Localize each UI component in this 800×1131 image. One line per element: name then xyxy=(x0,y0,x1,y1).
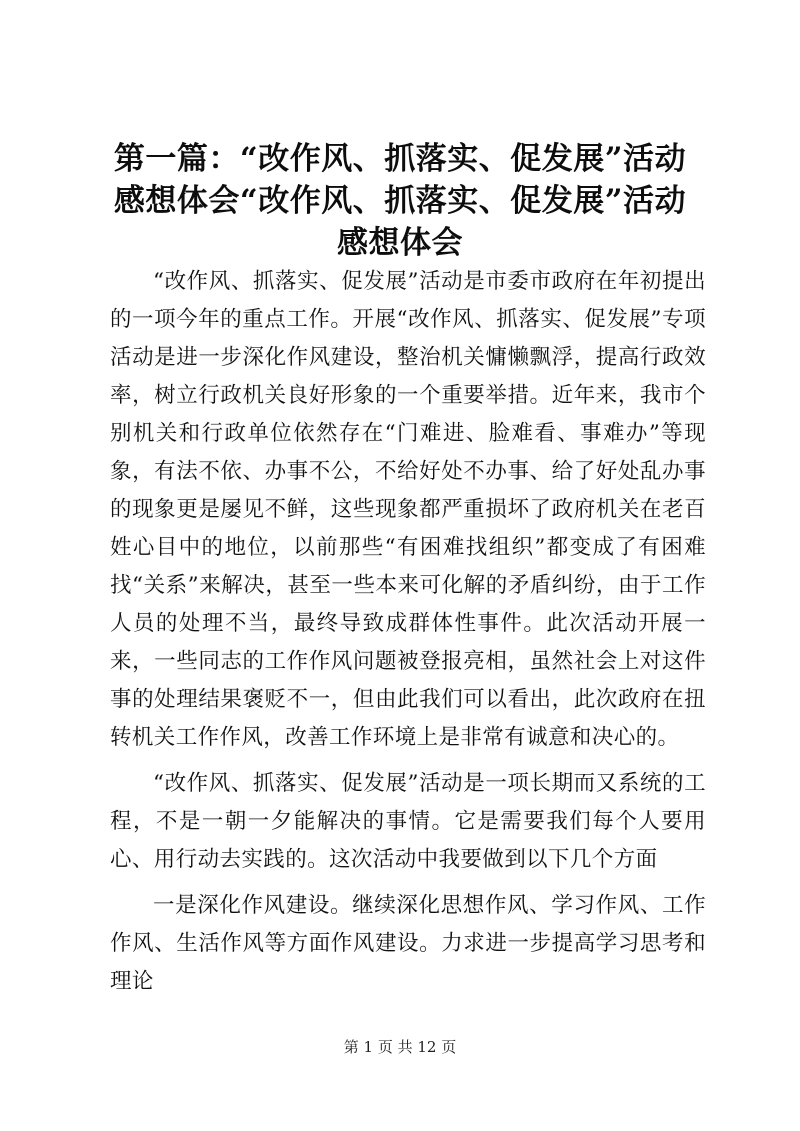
page-footer xyxy=(0,1036,800,1057)
document-body xyxy=(110,263,706,1001)
body-paragraph-2: “改作风、抓落实、促发展”活动是一项长期而又系统的工程，不是一朝一夕能解决的事情。它是需要我们每个人要用心、用行动去实践的。这次活动中我要做到以下几个方面 xyxy=(110,771,706,872)
page-number-label: 第 1 页 共 12 页 xyxy=(343,1038,457,1056)
body-paragraph-3: 一是深化作风建设。继续深化思想作风、学习作风、工作作风、生活作风等方面作风建设。力求进一步提高学习思考和理论 xyxy=(110,893,706,994)
document-title: 第一篇：“改作风、抓落实、促发展”活动感想体会“改作风、抓落实、促发展”活动感想体会 xyxy=(113,141,687,261)
body-paragraph-1: “改作风、抓落实、促发展”活动是市委市政府在年初提出的一项今年的重点工作。开展“改作风、抓落实、促发展”专项活动是进一步深化作风建设，整治机关慵懒飘浮，提高行政效率，树立行政机关良好形象的一个重要举措。近年来，我市个别机关和行政单位依然存在“门难进、脸难看、事难办”等现象，有法不依、办事不公，不给好处不办事、给了好处乱办事的现象更是屡见不鲜，这些现象都严重损坏了政府机关在老百姓心目中的地位，以前那些“有困难找组织”都变成了有困难找“关系”来解决，甚至一些本来可化解的矛盾纠纷，由于工作人员的处理不当，最终导致成群体性事件。此次活动开展一来，一些同志的工作作风问题被登报亮相，虽然社会上对这件事的处理结果褒贬不一，但由此我们可以看出，此次政府在扭转机关工作作风，改善工作环境上是非常有诚意和决心的。 xyxy=(110,269,706,750)
